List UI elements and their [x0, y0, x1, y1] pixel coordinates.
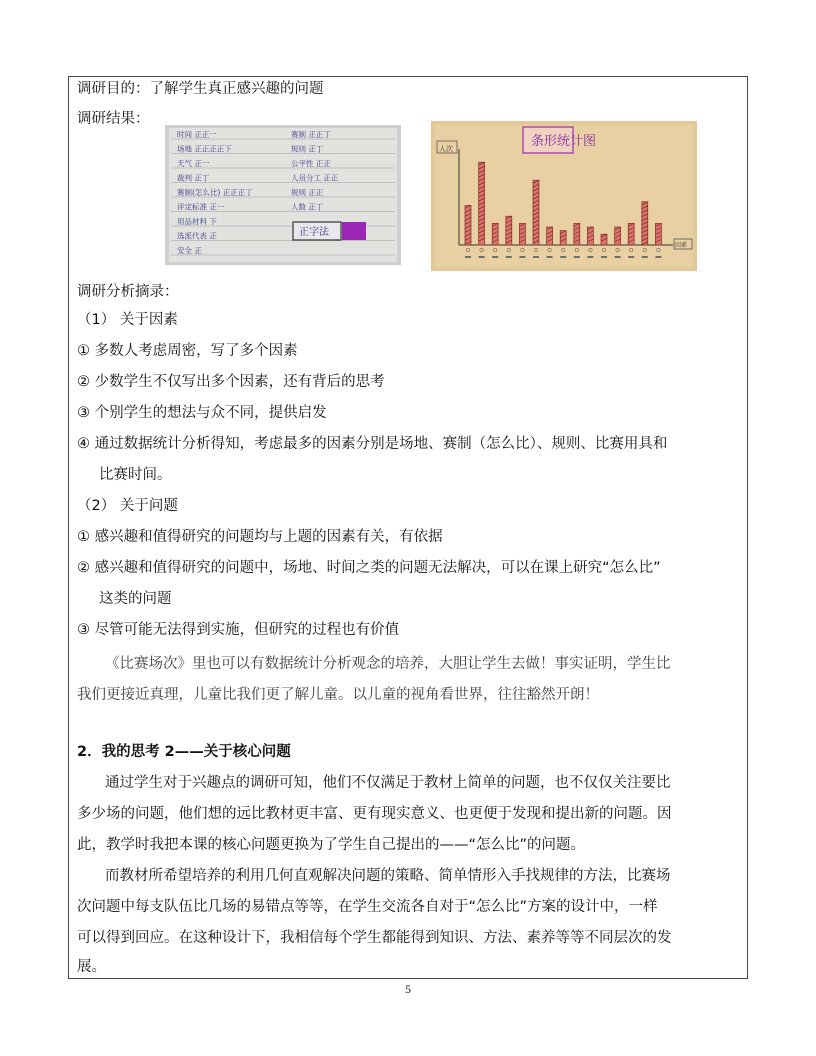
chart-title: 条形统计图	[531, 134, 597, 149]
para2-line-3: 可以得到回应。在这种设计下，我相信每个学生都能得到知识、方法、素养等等不同层次的发	[77, 930, 672, 946]
purpose-line: 调研目的：了解学生真正感兴趣的问题	[77, 81, 324, 97]
tally-entry: 裁判 正丁	[177, 173, 210, 183]
y-unit-label: 人次	[439, 145, 453, 153]
para1-line-2: 多少场的问题，他们想的远比教材更丰富、更有现实意义、也更便于发现和提出新的问题。因	[77, 806, 672, 822]
x-unit-label: 因素	[675, 242, 688, 249]
chart-bar	[560, 231, 566, 245]
para1-line-3: 此，教学时我把本课的核心问题更换为了学生自己提出的——“怎么比”的问题。	[77, 837, 586, 853]
section1-item-3: ③ 个别学生的想法与众不同，提供启发	[77, 405, 327, 421]
section2-item-3: ③ 尽管可能无法得到实施，但研究的过程也有价值	[77, 622, 400, 638]
tally-entry: 天气 正一	[177, 159, 210, 168]
legend-text: 正字法	[299, 227, 329, 238]
tally-entry: 赛制(怎么比) 正正正丁	[177, 188, 253, 197]
section2-item-2-cont: 这类的问题	[99, 591, 172, 607]
tally-entry: 用品材料 下	[177, 217, 217, 226]
tally-entry: 时间 正正一	[177, 130, 217, 139]
page-number: 5	[405, 982, 411, 996]
tally-entry: 公平性 正正	[291, 159, 331, 168]
section1-item-2: ② 少数学生不仅写出多个因素，还有背后的思考	[77, 374, 385, 390]
section1-item-4-cont: 比赛时间。	[99, 467, 172, 483]
section-heading-2: 2．我的思考 2——关于核心问题	[77, 744, 291, 760]
tally-entry: 赛制 正正丁	[291, 130, 331, 139]
section2-title: （2） 关于问题	[77, 498, 178, 514]
tally-entry: 人数 正丁	[291, 202, 324, 212]
para2-line-1: 而教材所希望培养的利用几何直观解决问题的策略、简单情形入手找规律的方法，比赛场	[105, 868, 671, 884]
tally-photo-image	[165, 125, 401, 265]
para2-line-2: 次问题中每支队伍比几场的易错点等等，在学生交流各自对于“怎么比”方案的设计中，一样	[77, 899, 658, 915]
tally-entry: 场地 正正正正下	[177, 144, 232, 154]
para2-line-4: 展。	[77, 959, 106, 975]
legend-swatch	[342, 222, 366, 240]
para1-line-1: 通过学生对于兴趣点的调研可知，他们不仅满足于教材上简单的问题，也不仅仅关注要比	[105, 775, 671, 791]
tally-entry: 规则 正丁	[291, 144, 324, 154]
results-label: 调研结果：	[77, 111, 150, 127]
tally-entry: 人员分工 正正	[291, 173, 339, 183]
analysis-label: 调研分析摘录：	[77, 284, 179, 300]
tally-photo	[165, 125, 401, 265]
reflection-line-2: 我们更接近真理，儿童比我们更了解儿童。以儿童的视角看世界，往往豁然开朗！	[77, 687, 599, 703]
document-frame	[68, 76, 748, 979]
tally-entry: 选派代表 正	[177, 231, 217, 241]
section1-item-1: ① 多数人考虑周密，写了多个因素	[77, 343, 298, 359]
section2-item-1: ① 感兴趣和值得研究的问题均与上题的因素有关，有依据	[77, 529, 443, 545]
bar-chart-photo	[431, 121, 697, 271]
section1-item-4: ④ 通过数据统计分析得知，考虑最多的因素分别是场地、赛制（怎么比）、规则、比赛用具和	[77, 436, 668, 452]
reflection-line-1: 《比赛场次》里也可以有数据统计分析观念的培养，大胆让学生去做！事实证明，学生比	[105, 656, 671, 672]
bar-chart-image	[431, 121, 697, 271]
section1-title: （1） 关于因素	[77, 312, 178, 328]
tally-entry: 规则 正正	[291, 188, 324, 197]
tally-entry: 安全 正	[177, 246, 202, 255]
tally-entry: 评定标准 正一	[177, 202, 225, 212]
section2-item-2: ② 感兴趣和值得研究的问题中，场地、时间之类的问题无法解决，可以在课上研究“怎么比”	[77, 560, 661, 576]
